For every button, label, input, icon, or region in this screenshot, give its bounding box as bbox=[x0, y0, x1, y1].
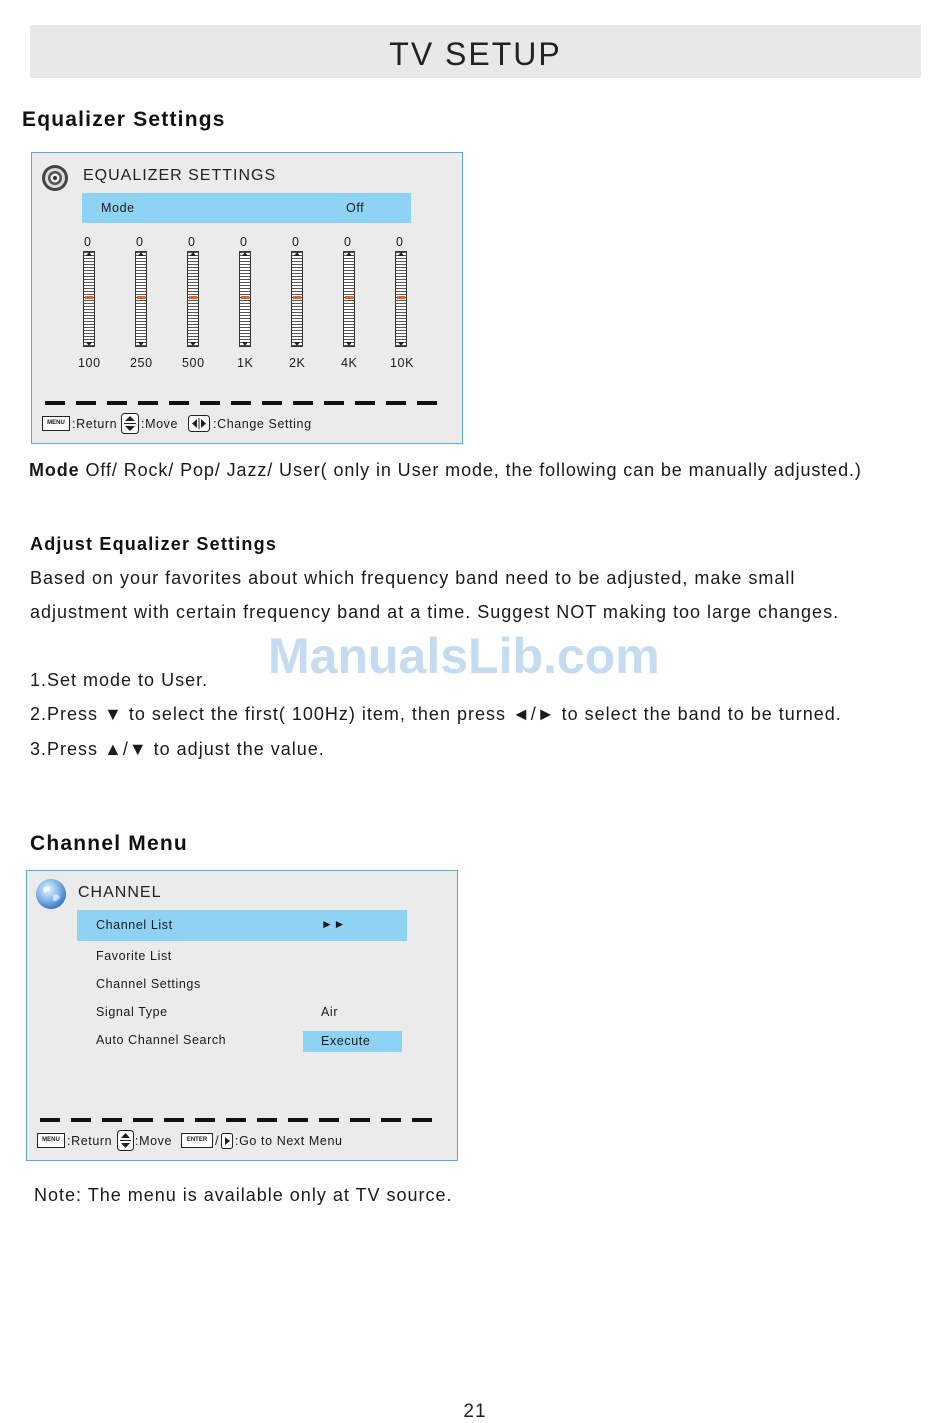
eq-band-freq: 500 bbox=[182, 356, 205, 370]
up-down-key-icon bbox=[121, 413, 139, 434]
eq-band-value: 0 bbox=[292, 235, 300, 249]
eq-band-value: 0 bbox=[396, 235, 404, 249]
eq-band-freq: 10K bbox=[390, 356, 415, 370]
auto-channel-search-label: Auto Channel Search bbox=[96, 1033, 227, 1047]
signal-type-item[interactable] bbox=[77, 1002, 407, 1026]
eq-band-slider[interactable] bbox=[239, 251, 251, 347]
adjust-step-3: 3.Press ▲/▼ to adjust the value. bbox=[30, 739, 325, 759]
speaker-icon bbox=[41, 164, 69, 192]
eq-band-value: 0 bbox=[84, 235, 92, 249]
eq-divider bbox=[45, 401, 443, 405]
watermark-text: ManualsLib.com bbox=[268, 628, 660, 684]
channel-footer-next: :Go to Next Menu bbox=[235, 1134, 343, 1148]
globe-icon bbox=[35, 878, 67, 910]
eq-band-slider[interactable] bbox=[291, 251, 303, 347]
eq-band-slider[interactable] bbox=[135, 251, 147, 347]
mode-description-bold: Mode bbox=[29, 460, 80, 480]
favorite-list-item[interactable] bbox=[77, 946, 407, 970]
page-title: TV SETUP bbox=[389, 36, 562, 72]
eq-mode-value: Off bbox=[346, 201, 365, 215]
channel-settings-item[interactable] bbox=[77, 974, 407, 998]
eq-band-freq: 250 bbox=[130, 356, 153, 370]
menu-key-icon: MENU bbox=[42, 416, 70, 431]
channel-list-item[interactable] bbox=[77, 910, 407, 941]
eq-band-value: 0 bbox=[344, 235, 352, 249]
menu-key-icon: MENU bbox=[37, 1133, 65, 1148]
adjust-para-line2: adjustment with certain frequency band at a time. Suggest NOT making too large changes. bbox=[30, 602, 840, 622]
eq-band-value: 0 bbox=[240, 235, 248, 249]
channel-divider bbox=[40, 1118, 440, 1122]
channel-section-heading: Channel Menu bbox=[30, 832, 188, 855]
right-key-icon bbox=[221, 1133, 233, 1149]
channel-footer-move: :Move bbox=[135, 1134, 173, 1148]
mode-description bbox=[29, 460, 862, 481]
channel-list-label: Channel List bbox=[96, 918, 173, 932]
signal-type-value: Air bbox=[321, 1005, 339, 1019]
eq-menu-title: EQUALIZER SETTINGS bbox=[83, 167, 277, 184]
adjust-para-line1: Based on your favorites about which frequency band need to be adjusted, make small bbox=[30, 568, 796, 588]
eq-band-slider[interactable] bbox=[187, 251, 199, 347]
eq-footer-move: :Move bbox=[141, 417, 179, 431]
eq-band-slider[interactable] bbox=[395, 251, 407, 347]
eq-section-heading: Equalizer Settings bbox=[22, 108, 226, 131]
adjust-section-heading: Adjust Equalizer Settings bbox=[30, 534, 278, 554]
channel-menu-title: CHANNEL bbox=[78, 884, 162, 901]
eq-band-freq: 4K bbox=[341, 356, 358, 370]
eq-footer-change: :Change Setting bbox=[213, 417, 312, 431]
eq-band-slider[interactable] bbox=[343, 251, 355, 347]
favorite-list-label: Favorite List bbox=[96, 949, 172, 963]
channel-note: Note: The menu is available only at TV source. bbox=[34, 1185, 453, 1205]
page-number: 21 bbox=[463, 1401, 487, 1422]
up-down-key-icon bbox=[117, 1130, 134, 1151]
enter-key-icon: ENTER bbox=[181, 1133, 213, 1148]
channel-settings-label: Channel Settings bbox=[96, 977, 201, 991]
eq-band-value: 0 bbox=[188, 235, 196, 249]
execute-button[interactable] bbox=[303, 1031, 402, 1052]
eq-mode-row[interactable] bbox=[82, 193, 411, 223]
eq-band-freq: 2K bbox=[289, 356, 306, 370]
eq-footer-return: :Return bbox=[72, 417, 118, 431]
eq-band-freq: 1K bbox=[237, 356, 254, 370]
adjust-step-1: 1.Set mode to User. bbox=[30, 670, 209, 690]
adjust-step-2: 2.Press ▼ to select the first( 100Hz) item, then press ◄/► to select the band to be turned. bbox=[30, 704, 842, 724]
channel-footer-slash: / bbox=[215, 1134, 220, 1148]
eq-band-slider[interactable] bbox=[83, 251, 95, 347]
signal-type-label: Signal Type bbox=[96, 1005, 168, 1019]
channel-footer-return: :Return bbox=[67, 1134, 113, 1148]
double-arrow-right-icon: ►► bbox=[321, 917, 346, 931]
eq-band-freq: 100 bbox=[78, 356, 101, 370]
mode-description-text: Off/ Rock/ Pop/ Jazz/ User( only in User mode, the following can be manually adjusted.) bbox=[79, 460, 862, 480]
eq-band-value: 0 bbox=[136, 235, 144, 249]
channel-menu-panel bbox=[26, 870, 458, 1161]
eq-menu-panel bbox=[31, 152, 463, 444]
execute-button-label: Execute bbox=[321, 1034, 371, 1048]
left-right-key-icon bbox=[188, 415, 210, 432]
eq-mode-label: Mode bbox=[101, 201, 135, 215]
